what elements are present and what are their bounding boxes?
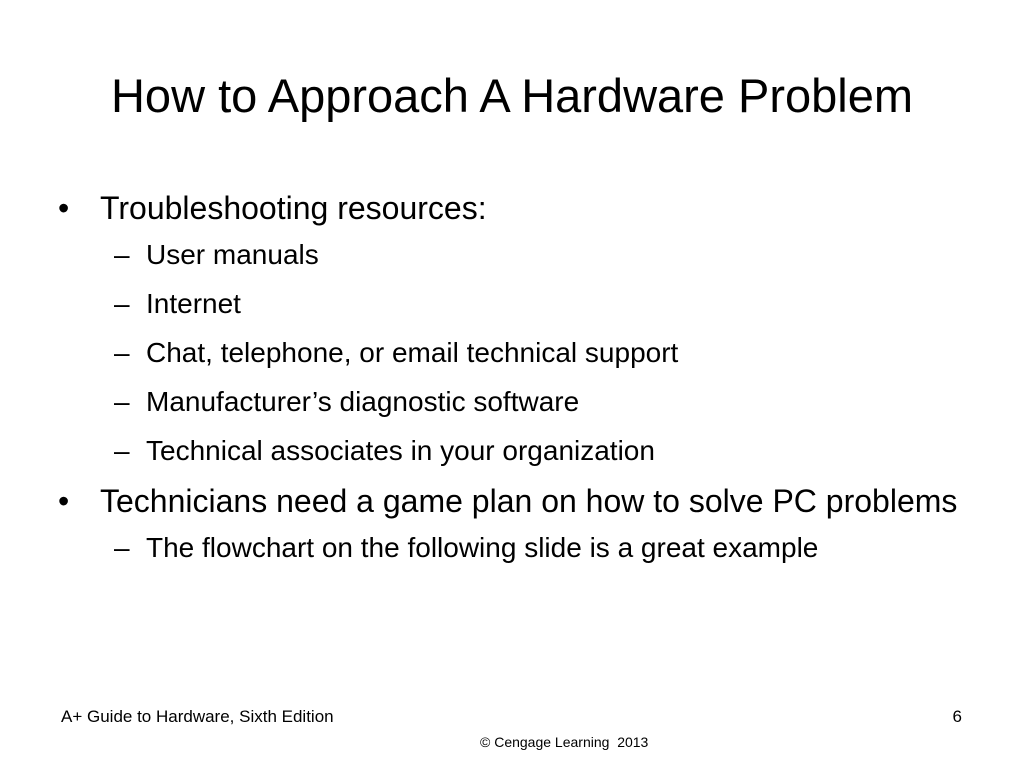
dash-icon: – (114, 288, 130, 319)
sub-bullet-item (58, 285, 958, 323)
copyright-notice: © Cengage Learning 2013 (480, 734, 649, 750)
sub-bullet-item (58, 529, 958, 567)
sub-bullet-item (58, 432, 958, 470)
sub-bullet-item (58, 383, 958, 421)
sub-bullet-item (58, 236, 958, 274)
bullet-icon: • (58, 483, 70, 519)
sub-bullet-text: Chat, telephone, or email technical support (146, 337, 679, 368)
slide-title: How to Approach A Hardware Problem (110, 69, 914, 122)
sub-bullet-text: Internet (146, 288, 241, 319)
bullet-text: Troubleshooting resources: (100, 190, 487, 226)
bullet-item (58, 188, 958, 228)
sub-bullet-item (58, 334, 958, 372)
sub-bullet-text: The flowchart on the following slide is a great example (146, 532, 819, 563)
sub-bullet-text: User manuals (146, 239, 319, 270)
slide-body (58, 188, 958, 578)
dash-icon: – (114, 337, 130, 368)
dash-icon: – (114, 239, 130, 270)
bullet-item (58, 481, 958, 521)
dash-icon: – (114, 386, 130, 417)
page-number: 6 (952, 707, 962, 726)
sub-bullet-text: Manufacturer’s diagnostic software (146, 386, 580, 417)
dash-icon: – (114, 435, 130, 466)
footer-book-title: A+ Guide to Hardware, Sixth Edition (61, 707, 334, 726)
bullet-text: Technicians need a game plan on how to solve PC problems (100, 483, 958, 519)
dash-icon: – (114, 532, 130, 563)
bullet-icon: • (58, 190, 70, 226)
sub-bullet-text: Technical associates in your organization (146, 435, 655, 466)
